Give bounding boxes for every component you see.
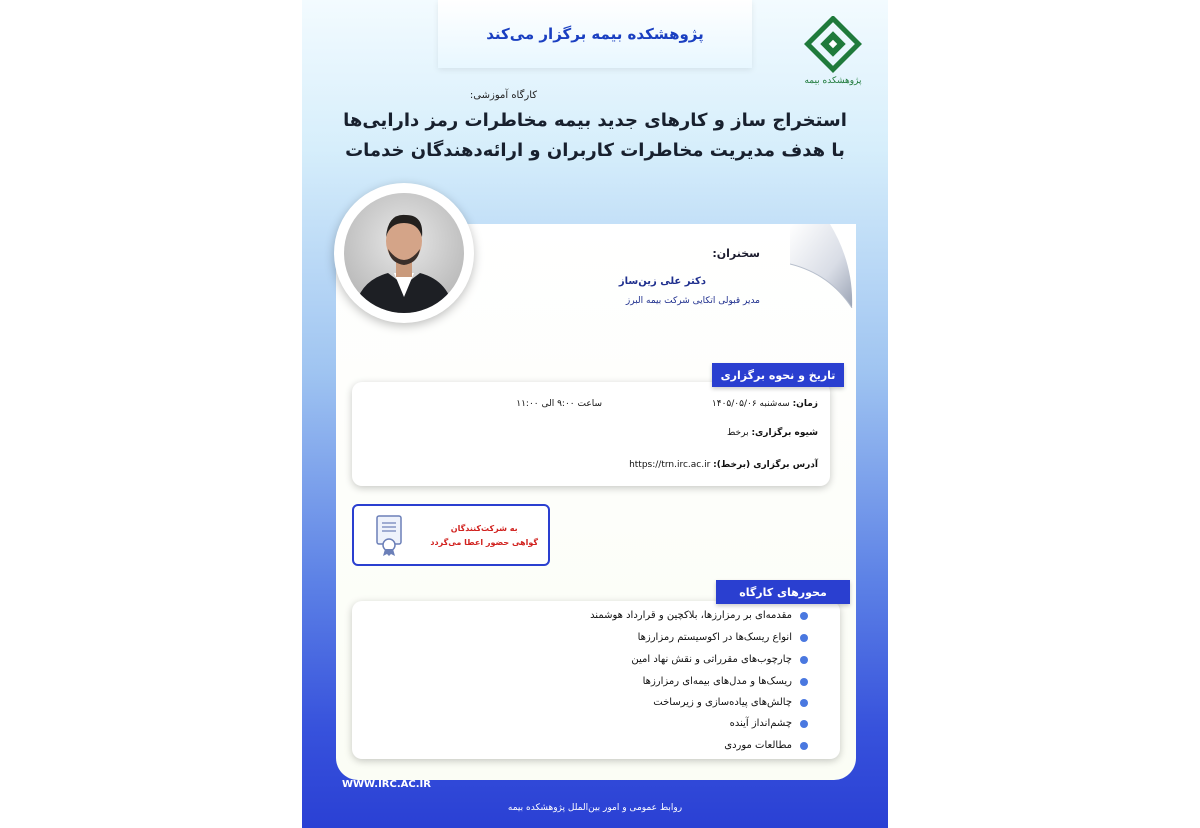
logo-text: پژوهشکده بیمه [804, 76, 862, 86]
list-item [643, 676, 808, 687]
title-line-2: با هدف مدیریت مخاطرات کاربران و ارائه‌دهندگان خدمات [345, 140, 845, 161]
list-item [653, 697, 808, 708]
list-item [730, 718, 808, 729]
website-link[interactable]: WWW.IRC.AC.IR [342, 779, 431, 790]
irc-logo-icon [802, 16, 864, 98]
list-item [638, 632, 808, 643]
speaker-label: سخنران: [712, 247, 760, 260]
page-curl-icon [790, 224, 854, 308]
certificate-box [352, 504, 550, 566]
certificate-line-2: گواهی حضور اعطا می‌گردد [430, 538, 538, 547]
address-label: آدرس برگزاری (برخط): [713, 460, 818, 470]
topics-tag: محورهای کارگاه [716, 580, 850, 604]
list-item [631, 654, 808, 665]
speaker-name: دکتر علی زین‌ساز [618, 276, 706, 287]
speaker-photo [334, 183, 474, 323]
topic-text: مطالعات موردی [724, 740, 792, 751]
address-row [629, 460, 818, 470]
schedule-tag: تاریخ و نحوه برگزاری [712, 363, 844, 387]
bullet-icon [800, 678, 808, 686]
topic-text: چارچوب‌های مقرراتی و نقش نهاد امین [631, 654, 792, 665]
bullet-icon [800, 720, 808, 728]
address-link[interactable]: https://trn.irc.ac.ir [629, 460, 711, 470]
certificate-icon [374, 514, 404, 556]
speaker-role: مدیر قبولی اتکایی شرکت بیمه البرز [625, 296, 760, 306]
banner-text: پژوهشکده بیمه برگزار می‌کند [486, 25, 704, 43]
time-value: سه‌شنبه ۱۴۰۵/۰۵/۰۶ [711, 399, 790, 409]
speaker-avatar [344, 193, 464, 313]
topic-text: انواع ریسک‌ها در اکوسیستم رمزارزها [637, 632, 792, 643]
topic-text: مقدمه‌ای بر رمزارزها، بلاکچین و قرارداد هوشمند [590, 610, 792, 621]
hours-value: ساعت ۹:۰۰ الی ۱۱:۰۰ [516, 399, 602, 409]
workshop-label: کارگاه آموزشی: [469, 90, 537, 101]
bullet-icon [800, 699, 808, 707]
workshop-poster [302, 0, 888, 828]
mode-label: شیوه برگزاری: [751, 428, 818, 438]
title-line-1: استخراج ساز و کارهای جدید بیمه مخاطرات رمز دارایی‌ها [343, 110, 847, 131]
certificate-text [430, 522, 538, 550]
topic-text: چشم‌انداز آینده [729, 718, 792, 729]
bullet-icon [800, 634, 808, 642]
list-item [724, 740, 808, 751]
certificate-line-1: به شرکت‌کنندگان [450, 524, 518, 533]
time-row [712, 399, 818, 409]
header-banner [438, 0, 752, 68]
bullet-icon [800, 742, 808, 750]
topic-text: ریسک‌ها و مدل‌های بیمه‌ای رمزارزها [642, 676, 792, 687]
bullet-icon [800, 612, 808, 620]
mode-value: برخط [727, 428, 749, 438]
mode-row [727, 428, 818, 438]
footer-text: روابط عمومی و امور بین‌الملل پژوهشکده بیمه [507, 803, 683, 813]
topic-text: چالش‌های پیاده‌سازی و زیرساخت [653, 697, 792, 708]
time-label: زمان: [792, 399, 818, 409]
bullet-icon [800, 656, 808, 664]
list-item [590, 610, 808, 621]
